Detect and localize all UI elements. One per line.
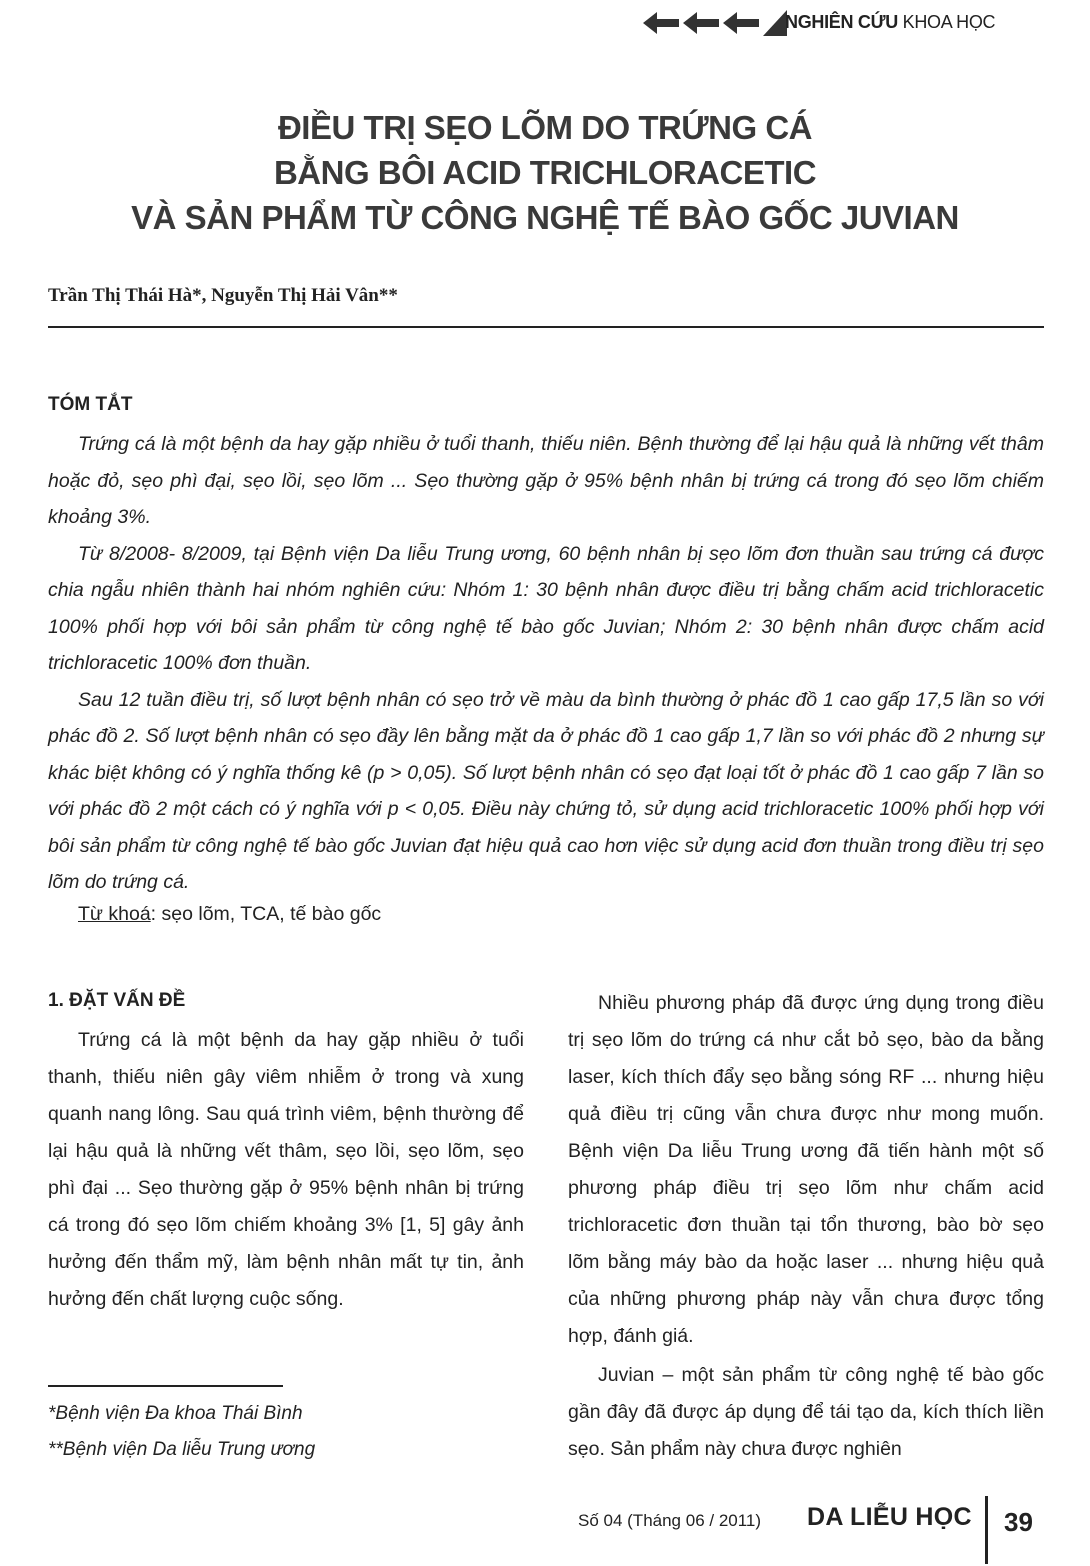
footnote-rule <box>48 1385 283 1387</box>
footnote: **Bệnh viện Da liễu Trung ương <box>48 1439 316 1460</box>
title-line-1: ĐIỀU TRỊ SẸO LÕM DO TRỨNG CÁ <box>277 109 813 146</box>
abstract-paragraph: Sau 12 tuần điều trị, số lượt bệnh nhân có sẹo trở về màu da bình thường ở phác đồ 1 cao gấp 17,5 lần so với phác đồ 2. Số lượt bệnh nhân có sẹo đầy lên bằng mặt da ở phác đồ 1 cao gấp 1,7 lần so với phác đồ 2 nhưng sự khác biệt không có ý nghĩa thống kê (p > 0,05). Số lượt bệnh nhân có sẹo đạt loại tốt ở phác đồ 1 cao gấp 7 lần so với phác đồ 2 một cách có ý nghĩa với p < 0,05. Điều này chứng tỏ, sử dụng acid trichloracetic 100% phối hợp với bôi sản phẩm từ công nghệ tế bào gốc Juvian đạt hiệu quả cao hơn việc sử dụng acid đơn thuần trong điều trị sẹo lõm do trứng cá. <box>48 688 1044 893</box>
running-head-rest: KHOA HỌC <box>897 12 996 32</box>
arrow-left-icon <box>683 8 719 38</box>
left-column <box>48 1022 524 1318</box>
issue-info: Số 04 (Tháng 06 / 2011) <box>578 1511 762 1530</box>
page-number: 39 <box>1004 1507 1033 1537</box>
keywords-list: : sẹo lõm, TCA, tế bào gốc <box>150 903 382 925</box>
abstract-paragraph: Từ 8/2008- 8/2009, tại Bệnh viện Da liễu Trung ương, 60 bệnh nhân bị sẹo lõm đơn thuần sau trứng cá được chia ngẫu nhiên thành hai nhóm nghiên cứu: Nhóm 1: 30 bệnh nhân được điều trị bằng chấm acid trichloracetic 100% phối hợp với bôi sản phẩm từ công nghệ tế bào gốc Juvian; Nhóm 2: 30 bệnh nhân được chấm acid trichloracetic 100% đơn thuần. <box>48 542 1044 674</box>
header-arrows <box>643 8 787 38</box>
section-heading: 1. ĐẶT VẤN ĐỀ <box>48 990 186 1011</box>
right-column <box>568 985 1044 1468</box>
footnote: *Bệnh viện Đa khoa Thái Bình <box>48 1403 303 1424</box>
title-line-3: VÀ SẢN PHẨM TỪ CÔNG NGHỆ TẾ BÀO GỐC JUVIAN <box>131 199 959 236</box>
title-line-2: BẰNG BÔI ACID TRICHLORACETIC <box>273 154 817 191</box>
abstract-heading: TÓM TẮT <box>48 394 133 415</box>
authors: Trần Thị Thái Hà*, Nguyễn Thị Hải Vân** <box>48 285 398 306</box>
article-title <box>40 105 1050 240</box>
running-head-bold: NGHIÊN CỨU <box>785 12 898 32</box>
abstract-paragraph: Trứng cá là một bệnh da hay gặp nhiều ở tuổi thanh, thiếu niên. Bệnh thường để lại hậu quả là những vết thâm hoặc đỏ, sẹo phì đại, sẹo lồi, sẹo lõm ... Sẹo thường gặp ở 95% bệnh nhân bị trứng cá trong đó sẹo lõm chiếm khoảng 3%. <box>48 433 1044 528</box>
footnotes <box>48 1396 315 1468</box>
footer-divider <box>985 1496 988 1564</box>
journal-name: DA LIỄU HỌC <box>807 1503 972 1531</box>
keywords-label: Từ khoá <box>78 903 151 925</box>
title-rule <box>48 326 1044 328</box>
header-wedge-icon <box>763 8 787 38</box>
running-head <box>785 12 995 33</box>
body-paragraph: Nhiều phương pháp đã được ứng dụng trong điều trị sẹo lõm do trứng cá như cắt bỏ sẹo, bào da bằng laser, kích thích đẩy sẹo bằng sóng RF ... nhưng hiệu quả điều trị cũng vẫn chưa được như mong muốn. Bệnh viện Da liễu Trung ương đã tiến hành một số phương pháp điều trị sẹo lõm như chấm acid trichloracetic đơn thuần tại tổn thương, bào bờ sẹo lõm bằng máy bào da hoặc laser ... nhưng hiệu quả của những phương pháp này vẫn chưa được tổng hợp, đánh giá. <box>568 992 1044 1347</box>
body-paragraph: Juvian – một sản phẩm từ công nghệ tế bào gốc gần đây đã được áp dụng để tái tạo da, kích thích liền sẹo. Sản phẩm này chưa được nghiên <box>568 1364 1044 1460</box>
body-paragraph: Trứng cá là một bệnh da hay gặp nhiều ở tuổi thanh, thiếu niên gây viêm nhiễm ở trong và xung quanh nang lông. Sau quá trình viêm, bệnh thường để lại hậu quả là những vết thâm, sẹo lồi, sẹo lõm, sẹo phì đại ... Sẹo thường gặp ở 95% bệnh nhân bị trứng cá trong đó sẹo lõm chiếm khoảng 3% [1, 5] gây ảnh hưởng đến thẩm mỹ, làm bệnh nhân mất tự tin, ảnh hưởng đến chất lượng cuộc sống. <box>48 1029 524 1310</box>
abstract-body <box>48 426 1044 901</box>
arrow-left-icon <box>643 8 679 38</box>
keywords <box>78 903 381 926</box>
arrow-left-icon <box>723 8 759 38</box>
